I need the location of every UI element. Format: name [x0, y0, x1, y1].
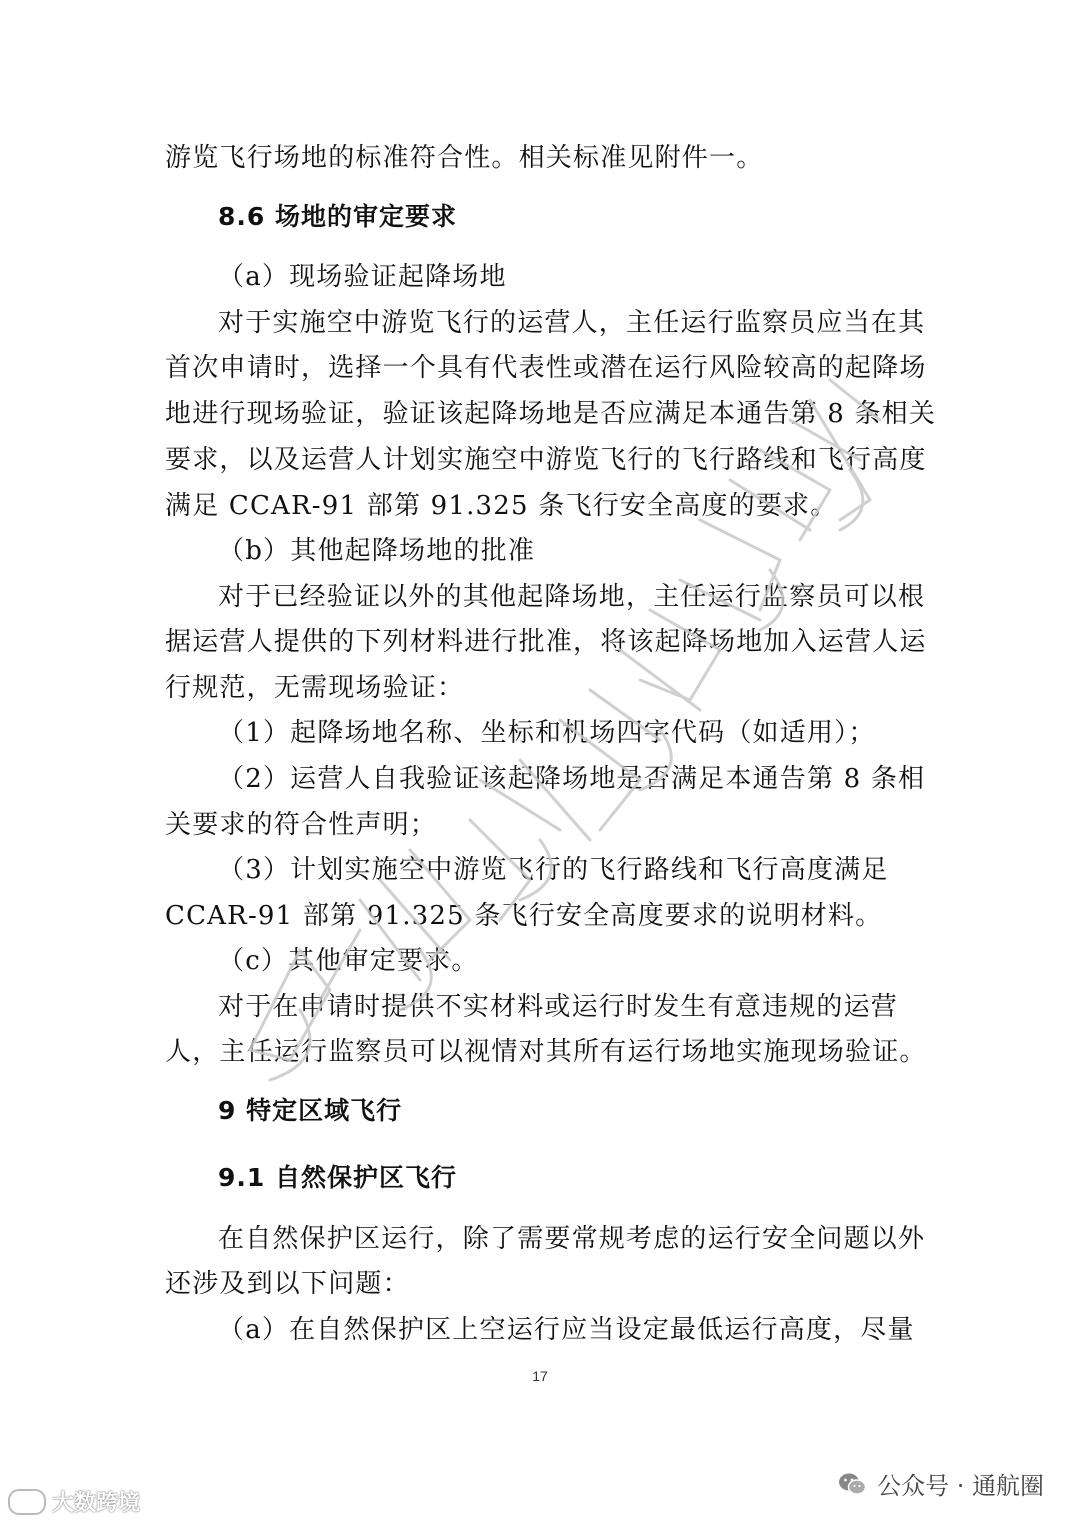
body-line: 人，主任运行监察员可以视情对其所有运行场地实施现场验证。	[165, 1037, 927, 1067]
body-line: 行规范，无需现场验证：	[165, 673, 465, 703]
list-item-3: （3）计划实施空中游览飞行的飞行路线和飞行高度满足	[218, 855, 889, 885]
footer-right-brand	[837, 1466, 1044, 1501]
list-item-2: （2）运营人自我验证该起降场地是否满足本通告第 8 条相	[218, 764, 926, 794]
section-heading-9: 9 特定区域飞行	[218, 1096, 403, 1125]
body-line: 在自然保护区运行，除了需要常规考虑的运行安全问题以外	[218, 1224, 926, 1254]
brand-logo-icon	[8, 1489, 46, 1515]
section-heading-9-1: 9.1 自然保护区飞行	[218, 1163, 457, 1192]
body-line: 游览飞行场地的标准符合性。相关标准见附件一。	[165, 143, 764, 173]
body-line: 对于已经验证以外的其他起降场地，主任运行监察员可以根	[218, 582, 926, 612]
body-line: 对于实施空中游览飞行的运营人，主任运行监察员应当在其	[218, 308, 926, 338]
body-line: 关要求的符合性声明；	[165, 810, 438, 840]
body-line: 地进行现场验证，验证该起降场地是否应满足本通告第 8 条相关	[165, 399, 937, 429]
page-number: 17	[532, 1368, 548, 1384]
body-line: 要求，以及运营人计划实施空中游览飞行的飞行路线和飞行高度	[165, 445, 927, 475]
body-line: 满足 CCAR-91 部第 91.325 条飞行安全高度的要求。	[165, 491, 838, 521]
footer-left-label: 大数跨境	[52, 1491, 141, 1516]
body-line: 据运营人提供的下列材料进行批准，将该起降场地加入运营人运	[165, 627, 927, 657]
subsection-c-label: （c）其他审定要求。	[218, 946, 479, 976]
footer-right-label: 公众号 · 通航圈	[877, 1472, 1044, 1500]
subsection-b-label: （b）其他起降场地的批准	[218, 536, 536, 566]
body-line: 还涉及到以下问题：	[165, 1269, 410, 1299]
wechat-icon	[837, 1471, 867, 1497]
body-line: （a）在自然保护区上空运行应当设定最低运行高度，尽量	[218, 1315, 915, 1345]
section-heading-8-6: 8.6 场地的审定要求	[218, 202, 457, 231]
body-line: 对于在申请时提供不实材料或运行时发生有意违规的运营	[218, 992, 899, 1022]
footer-left-brand	[8, 1486, 140, 1517]
subsection-a-label: （a）现场验证起降场地	[218, 262, 507, 292]
body-line: 首次申请时，选择一个具有代表性或潜在运行风险较高的起降场	[165, 353, 927, 383]
body-line: CCAR-91 部第 91.325 条飞行安全高度要求的说明材料。	[165, 901, 883, 931]
list-item-1: （1）起降场地名称、坐标和机场四字代码（如适用）；	[218, 718, 876, 748]
